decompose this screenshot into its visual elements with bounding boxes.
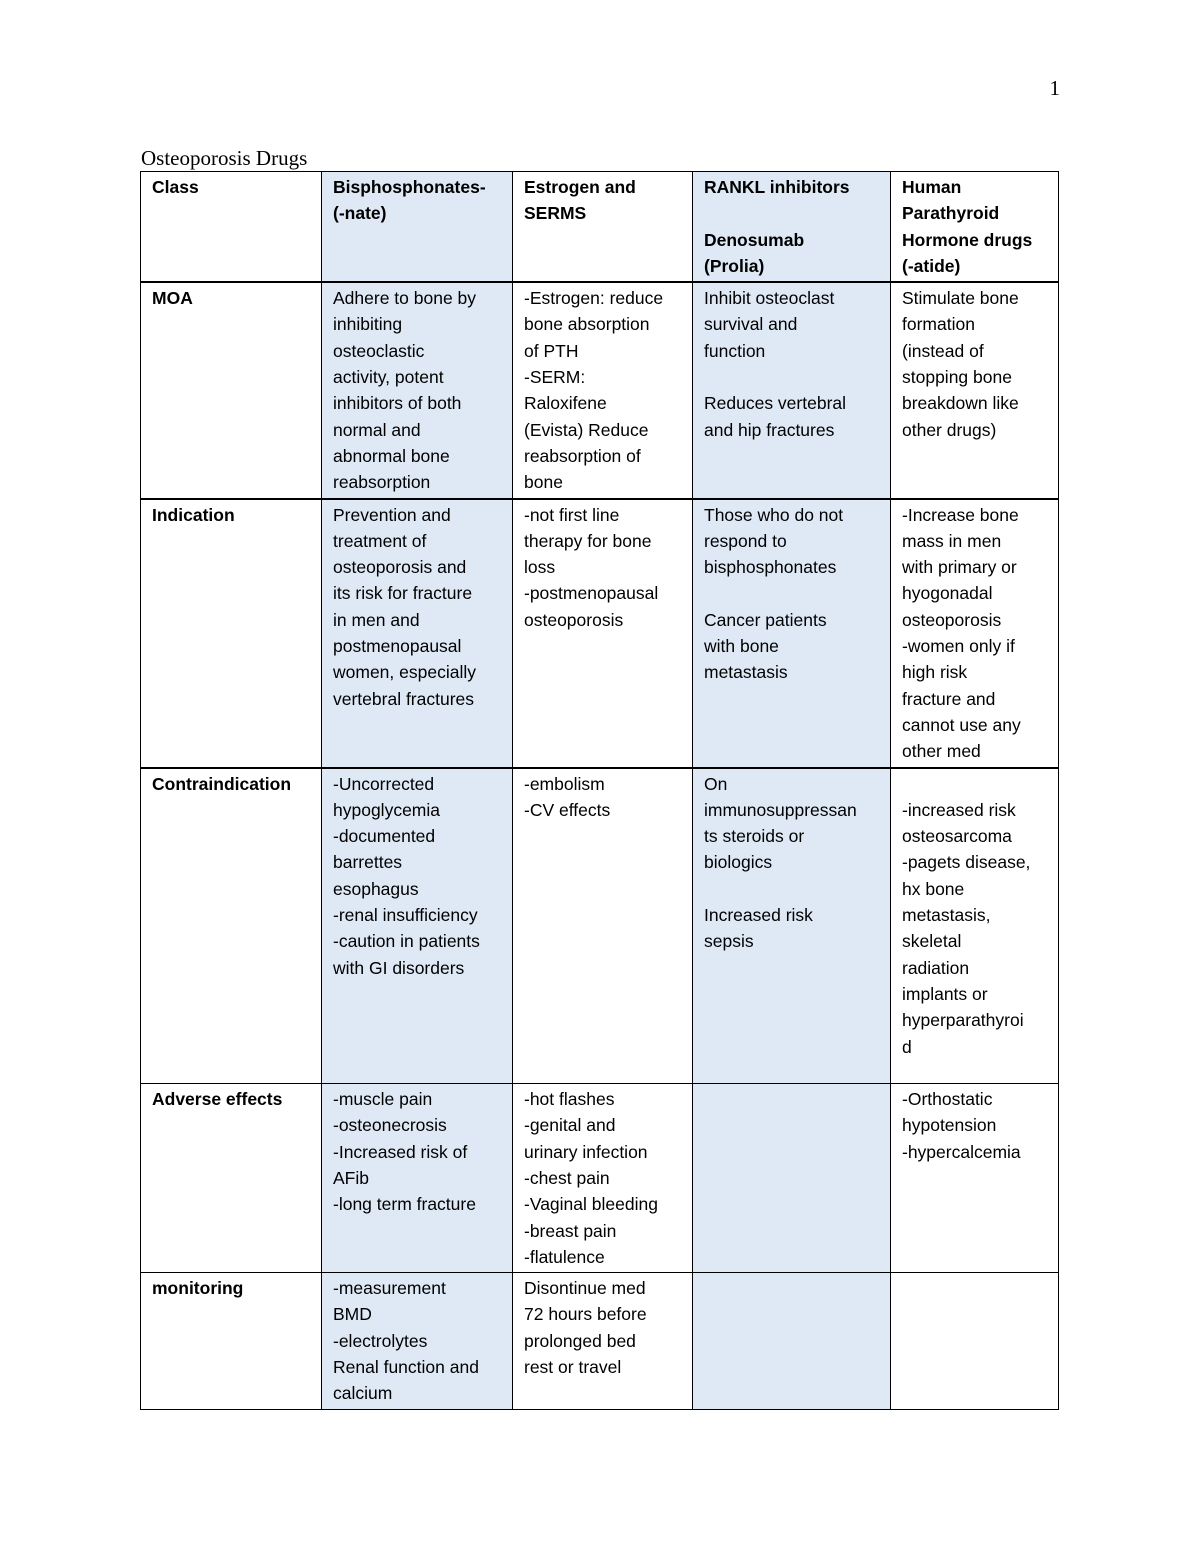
cell-text-line: SERMS xyxy=(524,203,587,224)
table-row-moa xyxy=(141,282,1059,498)
cell-text-line xyxy=(902,771,1052,797)
cell-text-line: -postmenopausal xyxy=(524,583,659,604)
cell-text-line: normal and xyxy=(333,419,421,440)
cell-text-line: On xyxy=(704,773,728,794)
cell-text-line: -Uncorrected xyxy=(333,773,435,794)
cell-text-line: Estrogen and xyxy=(524,177,636,197)
cell-text-line: d xyxy=(902,1036,912,1057)
cell-text-line: osteosarcoma xyxy=(902,826,1012,847)
table-header-row xyxy=(141,172,1059,283)
cell-text-line: osteoporosis xyxy=(524,609,624,630)
cell-text-line: prolonged bed xyxy=(524,1330,636,1351)
cell-text-line: -measurement xyxy=(333,1278,446,1299)
cell-text-line: -Vaginal bleeding xyxy=(524,1194,658,1215)
cell-text-line: -embolism xyxy=(524,773,605,794)
cell-text-line: Bisphosphonates- xyxy=(333,177,486,197)
cell-text-line: inhibiting xyxy=(333,314,403,335)
cell-text-line: hypoglycemia xyxy=(333,799,440,820)
cell-indication-rankl xyxy=(693,499,891,768)
cell-moa-estrogen xyxy=(513,282,693,498)
cell-monitoring-rankl xyxy=(693,1273,891,1409)
cell-text-line: immunosuppressan xyxy=(704,799,857,820)
cell-text-line: osteoclastic xyxy=(333,340,425,361)
header-estrogen-serms xyxy=(513,172,693,283)
cell-text-line: breakdown like xyxy=(902,393,1019,414)
cell-text-line: therapy for bone xyxy=(524,530,652,551)
cell-text-line: hyperparathyroi xyxy=(902,1010,1024,1031)
cell-text-line: reabsorption xyxy=(333,472,431,493)
cell-text-line: other drugs) xyxy=(902,419,997,440)
cell-text-line: inhibitors of both xyxy=(333,393,462,414)
cell-contraindication-rankl xyxy=(693,768,891,1084)
page-number: 1 xyxy=(1049,76,1060,100)
cell-adverse-rankl xyxy=(693,1084,891,1273)
cell-text-line: hyogonadal xyxy=(902,583,993,604)
cell-text-line: of PTH xyxy=(524,340,579,361)
cell-text-line: with GI disorders xyxy=(333,957,465,978)
cell-text-line: Inhibit osteoclast xyxy=(704,288,835,309)
cell-adverse-bisphosphonates xyxy=(322,1084,513,1273)
cell-text-line: reabsorption of xyxy=(524,445,641,466)
cell-text-line: -caution in patients xyxy=(333,931,480,952)
cell-indication-bisphosphonates xyxy=(322,499,513,768)
cell-text-line: -osteonecrosis xyxy=(333,1115,447,1136)
cell-text-line: Disontinue med xyxy=(524,1278,646,1299)
cell-text-line: -flatulence xyxy=(524,1246,605,1267)
cell-text-line: -breast pain xyxy=(524,1220,617,1241)
cell-text-line: -hot flashes xyxy=(524,1089,615,1110)
cell-text-line: (-nate) xyxy=(333,203,387,224)
cell-text-line: (instead of xyxy=(902,340,984,361)
cell-text-line: Stimulate bone xyxy=(902,288,1019,309)
header-parathyroid-hormone xyxy=(891,172,1059,283)
cell-text-line: its risk for fracture xyxy=(333,583,473,604)
cell-text-line: cannot use any xyxy=(902,714,1021,735)
cell-indication-estrogen xyxy=(513,499,693,768)
cell-text-line: with primary or xyxy=(902,557,1017,578)
cell-text-line: with bone xyxy=(704,636,779,657)
cell-text-line: -CV effects xyxy=(524,799,611,820)
cell-text-line: activity, potent xyxy=(333,367,444,388)
cell-text-line: BMD xyxy=(333,1304,372,1325)
header-rankl-inhibitors xyxy=(693,172,891,283)
cell-text-line: -renal insufficiency xyxy=(333,905,478,926)
cell-text-line: -increased risk xyxy=(902,799,1016,820)
table-row-contraindication xyxy=(141,768,1059,1084)
cell-text-line xyxy=(704,876,884,902)
cell-text-line: Those who do not xyxy=(704,504,844,525)
cell-adverse-estrogen xyxy=(513,1084,693,1273)
cell-text-line: Cancer patients xyxy=(704,609,827,630)
header-bisphosphonates xyxy=(322,172,513,283)
cell-text-line: Increased risk xyxy=(704,905,813,926)
cell-text-line: -chest pain xyxy=(524,1167,610,1188)
cell-text-line: women, especially xyxy=(333,662,476,683)
cell-text-line: fracture and xyxy=(902,688,996,709)
cell-text-line: -not first line xyxy=(524,504,620,525)
cell-text-line: (Prolia) xyxy=(704,255,765,276)
cell-text-line: implants or xyxy=(902,983,988,1004)
cell-text-line: -Orthostatic xyxy=(902,1089,993,1110)
cell-monitoring-bisphosphonates xyxy=(322,1273,513,1409)
cell-moa-bisphosphonates xyxy=(322,282,513,498)
cell-text-line: Hormone drugs xyxy=(902,229,1033,250)
cell-text-line: bisphosphonates xyxy=(704,557,837,578)
cell-text-line: ts steroids or xyxy=(704,826,805,847)
cell-text-line: other med xyxy=(902,741,981,762)
cell-text-line: -pagets disease, xyxy=(902,852,1031,873)
cell-text-line: Parathyroid xyxy=(902,203,1000,224)
cell-text-line: -genital and xyxy=(524,1115,616,1136)
row-label-indication: Indication xyxy=(141,499,322,768)
cell-text-line: Raloxifene xyxy=(524,393,607,414)
cell-text-line: survival and xyxy=(704,314,798,335)
row-label-adverse-effects: Adverse effects xyxy=(141,1084,322,1273)
cell-text-line: Reduces vertebral xyxy=(704,393,847,414)
cell-text-line: skeletal xyxy=(902,931,962,952)
cell-moa-parathyroid xyxy=(891,282,1059,498)
cell-text-line xyxy=(704,364,884,390)
cell-indication-parathyroid xyxy=(891,499,1059,768)
cell-monitoring-estrogen xyxy=(513,1273,693,1409)
cell-text-line: -Increase bone xyxy=(902,504,1019,525)
cell-adverse-parathyroid xyxy=(891,1084,1059,1273)
cell-text-line xyxy=(704,200,884,226)
cell-text-line: formation xyxy=(902,314,975,335)
cell-text-line: RANKL inhibitors xyxy=(704,177,850,197)
cell-text-line: metastasis xyxy=(704,662,788,683)
cell-text-line: and hip fractures xyxy=(704,419,835,440)
cell-text-line: stopping bone xyxy=(902,367,1012,388)
cell-text-line: Human xyxy=(902,177,962,197)
table-row-indication xyxy=(141,499,1059,768)
cell-text-line: bone absorption xyxy=(524,314,650,335)
cell-moa-rankl xyxy=(693,282,891,498)
header-class xyxy=(141,172,322,283)
cell-text-line: vertebral fractures xyxy=(333,688,475,709)
cell-text-line: metastasis, xyxy=(902,905,991,926)
cell-text-line: respond to xyxy=(704,530,787,551)
cell-text-line: calcium xyxy=(333,1383,393,1404)
cell-text-line: -muscle pain xyxy=(333,1089,433,1110)
cell-text-line: Class xyxy=(152,177,199,197)
cell-text-line: barrettes xyxy=(333,852,403,873)
cell-text-line: radiation xyxy=(902,957,970,978)
cell-text-line: Prevention and xyxy=(333,504,451,525)
cell-text-line: -hypercalcemia xyxy=(902,1141,1021,1162)
cell-text-line: biologics xyxy=(704,852,773,873)
cell-text-line: sepsis xyxy=(704,931,754,952)
cell-text-line: -long term fracture xyxy=(333,1194,476,1215)
cell-text-line: -SERM: xyxy=(524,367,586,388)
osteoporosis-drug-table xyxy=(140,171,1059,1410)
cell-text-line: hypotension xyxy=(902,1115,997,1136)
cell-contraindication-estrogen xyxy=(513,768,693,1084)
cell-text-line: (Evista) Reduce xyxy=(524,419,649,440)
cell-monitoring-parathyroid xyxy=(891,1273,1059,1409)
cell-text-line: (-atide) xyxy=(902,255,961,276)
cell-text-line: AFib xyxy=(333,1167,369,1188)
cell-text-line: -Estrogen: reduce xyxy=(524,288,664,309)
cell-text-line: -electrolytes xyxy=(333,1330,428,1351)
row-label-moa: MOA xyxy=(141,282,322,498)
cell-text-line: hx bone xyxy=(902,878,965,899)
cell-text-line: Adhere to bone by xyxy=(333,288,477,309)
cell-text-line: -documented xyxy=(333,826,436,847)
cell-text-line: function xyxy=(704,340,766,361)
cell-text-line: in men and xyxy=(333,609,420,630)
cell-text-line: bone xyxy=(524,472,563,493)
cell-text-line: -women only if xyxy=(902,636,1015,657)
cell-text-line: high risk xyxy=(902,662,968,683)
cell-text-line: 72 hours before xyxy=(524,1304,647,1325)
cell-text-line: rest or travel xyxy=(524,1357,622,1377)
cell-contraindication-bisphosphonates xyxy=(322,768,513,1084)
cell-text-line: esophagus xyxy=(333,878,419,899)
cell-text-line: Denosumab xyxy=(704,229,805,250)
cell-text-line: mass in men xyxy=(902,530,1002,551)
row-label-contraindication: Contraindication xyxy=(141,768,322,1084)
cell-text-line: postmenopausal xyxy=(333,636,462,657)
cell-text-line: loss xyxy=(524,557,556,578)
cell-text-line: -Increased risk of xyxy=(333,1141,468,1162)
cell-text-line: osteoporosis and xyxy=(333,557,467,578)
cell-contraindication-parathyroid xyxy=(891,768,1059,1084)
table-row-monitoring xyxy=(141,1273,1059,1409)
cell-text-line: osteoporosis xyxy=(902,609,1002,630)
cell-text-line: urinary infection xyxy=(524,1141,648,1162)
cell-text-line: treatment of xyxy=(333,530,427,551)
cell-text-line: abnormal bone xyxy=(333,445,450,466)
cell-text-line xyxy=(704,580,884,606)
row-label-monitoring: monitoring xyxy=(141,1273,322,1409)
document-title: Osteoporosis Drugs xyxy=(141,146,308,170)
table-row-adverse-effects xyxy=(141,1084,1059,1273)
cell-text-line: Renal function and xyxy=(333,1357,479,1377)
